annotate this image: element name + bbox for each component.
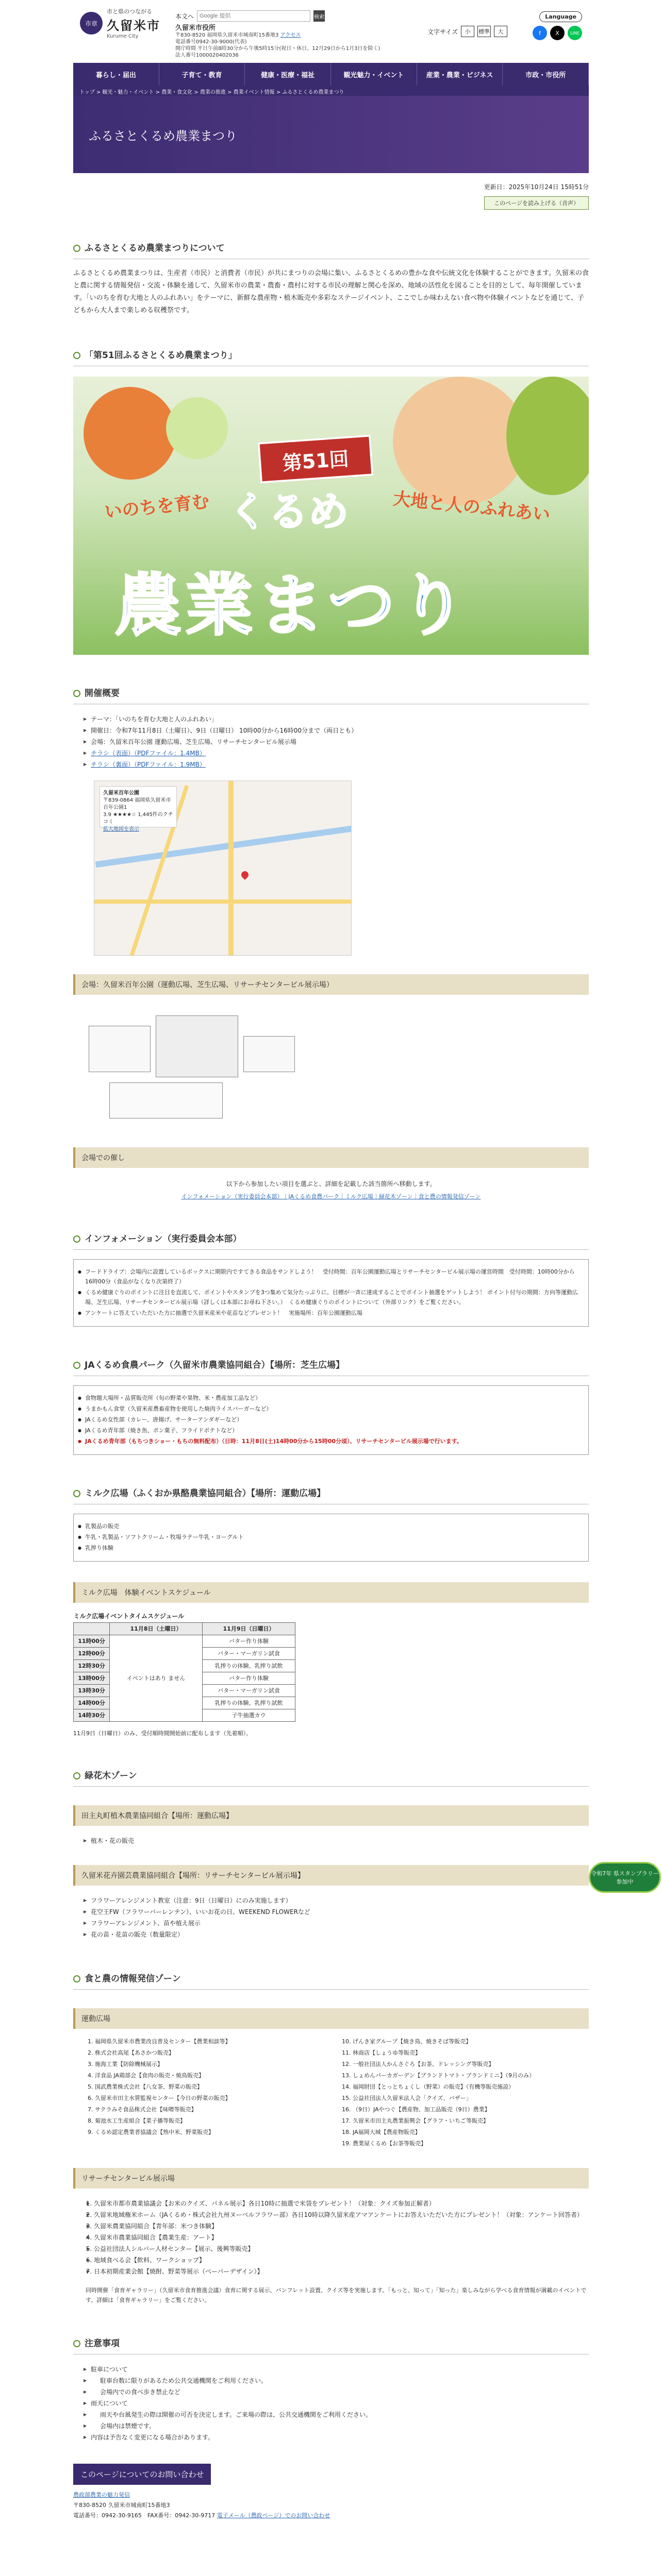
- poster-title: 農業まつり: [114, 566, 471, 645]
- access-link[interactable]: アクセス: [280, 32, 301, 38]
- kyu-item: ▶ フラワーアレンジメント教室（注意：9日（日曜日）にのみ実施します）: [91, 1895, 589, 1906]
- rice-graphic: [506, 377, 589, 495]
- kyu-list: [73, 1895, 589, 1940]
- text-size-large-button[interactable]: 大: [494, 26, 507, 37]
- sun-cell: バター作り体験: [203, 1635, 295, 1647]
- about-text: ふるさとくるめ農業まつりは、生産者（市民）と消費者（市民）が共にまつりの会場に集い、ふるさとくるめの豊かな食や伝統文化を体験することができます。久留米の食と農に関する情報発信・交流・体験を通して、久留米市の農業・農畜・農村に対する市民の理解と関心を深め、地域の活性化を図ることを目的として、毎年開催しています。「いのちを育む大地と人のふれあい」をテーマに、新鮮な農産物・植木販売や多彩なステージイベント、ここでしか味わえない食べ物や体験イベントなどを通じて、子どもから大人まで楽しめる収穫祭です。: [73, 269, 589, 314]
- caution-item: ▶ 会場内での食べ歩き禁止など: [91, 2386, 589, 2398]
- schedule-heading: ミルク広場 体験イベントスケジュール: [73, 1582, 589, 1603]
- list-item: 12. 一般社団法人かんさぐろ【お茶、ドレッシング等販売】: [353, 2059, 589, 2070]
- map-place-address: 〒839-0864 福岡県久留米市百年公園1: [103, 798, 171, 810]
- list-item: 6. 久留米市田主水質監視センター【今日の野菜の販売】: [95, 2093, 331, 2104]
- facebook-icon[interactable]: f: [533, 26, 547, 40]
- poster-name: くるめ: [228, 489, 349, 535]
- embedded-google-map[interactable]: [94, 781, 352, 956]
- kyu-item: ▶ フラワーアレンジメント、苗や植え展示: [91, 1918, 589, 1929]
- list-item: 8. 菊池水工生産組合【菜子播等販売】: [95, 2115, 331, 2127]
- list-item: 7. サクラみそ食品株式会社【味噌等販売】: [95, 2104, 331, 2115]
- contact-heading: このページについてのお問い合わせ: [73, 2464, 211, 2485]
- skip-link[interactable]: 本文へ: [175, 12, 194, 20]
- nav-item-tourism[interactable]: 観光魅力・イベント: [331, 63, 417, 86]
- green-item: ▶ 植木・花の販売: [91, 1835, 589, 1846]
- site-header: [0, 0, 662, 63]
- nav-item-child[interactable]: 子育て・教育: [159, 63, 245, 86]
- ja-heading: JAくるめ食農パーク（久留米市農業協同組合）【場所：芝生広場】: [73, 1352, 589, 1376]
- venue-layout-map: [78, 1005, 305, 1129]
- milk-heading: ミルク広場（ふくおか県酪農業協同組合）【場所：運動広場】: [73, 1481, 589, 1504]
- sun-cell: バター作り体験: [203, 1672, 295, 1684]
- caution-item: ▶ 内容は予告なく変更になる場合があります。: [91, 2432, 589, 2443]
- schedule-caption: ミルク広場イベントタイムスケジュール: [73, 1613, 185, 1620]
- list-item: ▶ 7. 日本初期産業会館【焼酎、野菜等展示（ベーパーデザイン）】: [94, 2266, 589, 2277]
- corp-number: 法人番号1000020402036: [175, 53, 239, 58]
- caution-item: ▶ 駐車台数に限りがあるため公共交通機関をご利用ください。: [91, 2375, 589, 2386]
- venue-block: [156, 1015, 238, 1077]
- office-name: 久留米市役所: [175, 24, 216, 32]
- green-list: [73, 1835, 589, 1846]
- global-nav: [73, 63, 589, 86]
- venue-block: [243, 1036, 295, 1072]
- map-place-card: [100, 786, 177, 832]
- time-cell: 12時00分: [74, 1647, 110, 1659]
- green-sub-heading: 田主丸町植木農業協同組合【場所：運動広場】: [73, 1805, 589, 1826]
- caution-list: [73, 2364, 589, 2443]
- ja-item: ● JAくるめ女性部（カレー、唐揚げ、サーターアンダギーなど）: [85, 1415, 579, 1425]
- list-item: 15. 公益社団法人久留米法人会「クイズ、バザー」: [353, 2093, 589, 2104]
- persimmon-graphic: [84, 387, 176, 480]
- schedule-table: [73, 1610, 295, 1722]
- venue-block: [109, 1082, 223, 1118]
- poster-sub-left: いのちを育む: [103, 491, 210, 523]
- search-button[interactable]: 検索: [313, 10, 325, 22]
- ja-item-highlight: ● JAくるめ青年部（もちつきショー・もちの無料配布）（日時：11月8日(土)14時00分から15時00分頃）、リサーチセンタービル展示場で行います。: [85, 1436, 579, 1446]
- text-size-label: 文字サイズ: [427, 28, 458, 36]
- list-item: ▶ 6. 地域食べる会【飲料、ワークショップ】: [94, 2255, 589, 2266]
- poster-sub-right: 大地と人のふれあい: [392, 488, 551, 526]
- page-title: ふるさとくるめ農業まつり: [89, 128, 237, 143]
- contact-address: 〒830-8520 久留米市城南町15番地3: [73, 2501, 170, 2509]
- nav-item-industry[interactable]: 産業・農業・ビジネス: [417, 63, 503, 86]
- contact-info: [73, 2490, 589, 2521]
- map-road: [94, 900, 352, 904]
- list-item: 17. 久留米市田主丸農業振興会【グラフ・いちご等販売】: [353, 2115, 589, 2127]
- events-lead: 以下から参加したい項目を選ぶと、詳細を記載した該当箇所へ移動します。: [226, 1180, 436, 1188]
- info-heading: インフォメーション（実行委員会本部）: [73, 1226, 589, 1250]
- list-item: 1. 福岡県久留米市農業改良普及センター【農業相談等】: [95, 2036, 331, 2047]
- time-cell: 12時30分: [74, 1659, 110, 1672]
- caution-item: ▶ 駐車について: [91, 2364, 589, 2375]
- milk-item: ● 乳搾り体験: [85, 1543, 579, 1553]
- milk-item: ● 乳製品の販売: [85, 1521, 579, 1531]
- sun-cell: 子牛抽選カウ: [203, 1709, 295, 1721]
- cabbage-graphic: [166, 397, 228, 459]
- list-item: 3. 施海工業【防除機械展示】: [95, 2059, 331, 2070]
- map-place-rating: 3.9 ★★★★☆ 1,445件のクチコミ: [103, 812, 173, 825]
- city-emblem-icon: 市章: [80, 12, 103, 35]
- sports-list-right: [331, 2036, 589, 2149]
- research-list: [73, 2198, 589, 2277]
- office-address: 〒830-8520 福岡県久留米市城南町15番地3: [175, 32, 280, 38]
- info-item: ● アンケートに答えていただいた方に抽選で久留米産米や花苗などプレゼント！ 実施場所：百年公園運動広場: [85, 1308, 579, 1318]
- sun-cell: 乳搾りの体験、乳搾り試飲: [203, 1697, 295, 1709]
- schedule-head: 11月8日（土曜日）: [110, 1622, 203, 1635]
- list-item: 5. 国武農業株式会社【八女茶、野菜の販売】: [95, 2081, 331, 2093]
- ja-item: ● 食物題大場所・品質販売所（旬の野菜や果物、米・農産加工品など）: [85, 1393, 579, 1403]
- list-item: 19. 農業屋くるめ【お茶等販売】: [353, 2138, 589, 2149]
- list-item: 10. げんき家グループ【焼き鳥、焼きそば等販売】: [353, 2036, 589, 2047]
- list-item: 2. 株式会社高尾【あさかつ販売】: [95, 2047, 331, 2059]
- map-place-name: 久留米百年公園: [103, 790, 139, 796]
- list-item: 4. 洋食品 JA鶏部会【食肉の販売・焼鳥販売】: [95, 2070, 331, 2081]
- x-icon[interactable]: X: [550, 26, 565, 40]
- list-item: 16. （9日）JAやつぐ【農産物、加工品販売（9日）農業】: [353, 2104, 589, 2115]
- list-item: ▶ 4. 久留米市農業協同組合【農業生産：アート】: [94, 2232, 589, 2243]
- list-item: 13. しょめんパーカガーデン【ブランドトマト・ブランドミニ】（9月のみ）: [353, 2070, 589, 2081]
- map-road: [228, 781, 234, 956]
- kyu-heading: 久留米花卉園芸農業協同組合【場所：リサーチセンタービル展示場】: [73, 1865, 589, 1886]
- time-cell: 13時00分: [74, 1672, 110, 1684]
- time-cell: 14時30分: [74, 1709, 110, 1721]
- ja-list: [73, 1385, 589, 1455]
- ja-item: ● JAくるめ青年部（焼き魚、ポン菓子、フライドポテトなど）: [85, 1426, 579, 1435]
- search-bar: [175, 10, 325, 22]
- caution-item: ▶ 会場内は禁煙です。: [91, 2420, 589, 2432]
- research-heading: リサーチセンタービル展示場: [73, 2168, 589, 2189]
- city-logo[interactable]: [80, 7, 160, 39]
- office-hours: 開庁時間 平日午前8時30分から午後5時15分(祝日・休日、12月29日から1月3日を除く): [175, 46, 380, 52]
- contact-mail-link[interactable]: 電子メール（農政ページ）でのお問い合わせ: [217, 2512, 330, 2519]
- contact-dept-link[interactable]: 農政部農業の魅力発信: [73, 2491, 130, 2498]
- sns-links: [533, 26, 582, 40]
- map-pin-icon[interactable]: [240, 870, 250, 880]
- sports-heading: 運動広場: [73, 2008, 589, 2029]
- updated-date: 更新日：2025年10月24日 15時51分: [484, 183, 589, 191]
- list-item: 18. JA福岡大城【農産物販売】: [353, 2127, 589, 2138]
- sun-cell: 乳搾りの体験、乳搾り試飲: [203, 1659, 295, 1672]
- city-tagline: 市と県のつながる: [107, 8, 152, 15]
- caution-item: ▶ 雨天について: [91, 2398, 589, 2409]
- breadcrumb[interactable]: トップ > 観光・魅力・イベント > 農業・食文化 > 農業の推進 > 農業イベント情報 > ふるさとくるめ農業まつり: [73, 86, 589, 96]
- language-button[interactable]: Language: [539, 11, 582, 22]
- table-row: [74, 1635, 295, 1647]
- event-poster: [73, 377, 589, 655]
- list-item: 9. くるめ認定農業者協議会【熟中米、野菜販売】: [95, 2127, 331, 2138]
- caution-heading: 注意事項: [73, 2331, 589, 2354]
- kyu-item: ▶ 花空王FW（フラワーバーレンテン）、いいお花の日、WEEKEND FLOWERなど: [91, 1906, 589, 1918]
- site-search-input[interactable]: [197, 10, 310, 22]
- overview-list: [73, 714, 589, 770]
- office-info: [175, 25, 392, 59]
- flyer-front-link[interactable]: チラシ（表面）（PDFファイル：1.4MB）: [91, 750, 206, 757]
- city-name-en: Kurume City: [107, 33, 139, 39]
- poster-edition-badge: 第51回: [257, 434, 373, 483]
- kyu-item: ▶ 花の苗・花苗の販売（数量限定）: [91, 1929, 589, 1940]
- caution-item: ▶ 雨天や台風発生の際は開催の可否を決定します。ご来場の際は、公共交通機関をご利用ください。: [91, 2409, 589, 2420]
- flyer-back-link[interactable]: チラシ（裏面）（PDFファイル：1.9MB）: [91, 761, 206, 768]
- city-name: 久留米市: [107, 19, 160, 33]
- section-about-heading: ふるさとくるめ農業まつりについて: [73, 235, 589, 259]
- nav-item-city-hall[interactable]: 市政・市役所: [503, 63, 589, 86]
- research-note: 同時開催「食育ギャラリー」（久留米市食育推進会議）食育に関する展示、バンフレット設置、クイズ等を実施します。「もっと、知って」「知った」楽しみながら学べる食育情報が満載のイベントです。詳細は「食育ギャラリー」をご覧ください。: [86, 2286, 587, 2303]
- list-item: ▶ 1. 久留米市都市農業協議会【お米のクイズ、パネル展示】各日10時に抽選で米袋をプレゼント！（対象：クイズ参加正解者）: [94, 2198, 589, 2209]
- schedule-note: 11月9日（日曜日）のみ、受付順時間開始前に配布します（先着順）。: [73, 1730, 252, 1737]
- nav-item-life[interactable]: 暮らし・届出: [73, 63, 159, 86]
- office-tel: 電話番号0942-30-9000(代表): [175, 39, 247, 45]
- venue-heading: 会場：久留米百年公園（運動広場、芝生広場、リサーチセンタービル展示場）: [73, 974, 589, 995]
- nav-item-health[interactable]: 健康・医療・福祉: [245, 63, 331, 86]
- milk-list: [73, 1514, 589, 1562]
- contact-tel: 電話番号：0942-30-9165 FAX番号：0942-30-9717: [73, 2512, 216, 2519]
- map-enlarge-link[interactable]: 拡大地図を表示: [103, 826, 139, 832]
- overview-venue: ▶ 会場：久留米百年公園 運動広場、芝生広場、リサーチセンタービル展示場: [91, 736, 589, 748]
- sports-list: [73, 2036, 589, 2149]
- main-content: [73, 182, 659, 2521]
- line-icon[interactable]: LINE: [568, 26, 582, 40]
- list-item: 14. 福岡財団【とっとちょくし（野菜）の販売】（有機等販売施設）: [353, 2081, 589, 2093]
- events-heading: 会場での催し: [73, 1147, 589, 1168]
- sun-cell: バター・マーガリン試食: [203, 1684, 295, 1697]
- ja-item: ● うまかもん食堂（久留米産農畜産物を使用した焼肉ライスバーガーなど）: [85, 1404, 579, 1414]
- page-title-bar: [73, 96, 589, 173]
- green-heading: 緑花木ゾーン: [73, 1763, 589, 1787]
- text-size-standard-button[interactable]: 標準: [477, 26, 491, 37]
- overview-theme: ▶ テーマ：「いのちを育む大地と人のふれあい」: [91, 714, 589, 725]
- overview-date: ▶ 開催日：令和7年11月8日（土曜日）、9日（日曜日） 10時00分から16時00分まで（両日とも）: [91, 725, 589, 736]
- schedule-head: [74, 1622, 110, 1635]
- list-item: ▶ 2. 久留米地域権米ホーム（JAくるめ・株式会社九州ヌーベルフラワー部）各日10時以降久留米産アマアンケートにお答えいただいた方にプレゼント！（対象：アンケート回答者）: [94, 2209, 589, 2221]
- section-event51-heading: 「第51回ふるさとくるめ農業まつり」: [73, 343, 589, 366]
- sun-cell: バター・マーガリン試食: [203, 1647, 295, 1659]
- section-overview-heading: 開催概要: [73, 681, 589, 704]
- info-item: ● くるめ健康ぐりのポイントに注目を直流して、ポイントやスタンプを3つ集めて気分たっぷりに。目標が一斉に達成することでポイント抽選をゲットしよう！ ポイント付与の期間：方向等運動広場、芝生広場、リサーチセンタービル展示場（詳しくは本部にお尋ね下さい。） くるめ健康ぐりのポイントについて（外部リンク）をご覧ください。: [85, 1287, 579, 1307]
- list-item: 11. 林商店【しょうゆ等販売】: [353, 2047, 589, 2059]
- language-area: [539, 11, 582, 22]
- time-cell: 14時00分: [74, 1697, 110, 1709]
- sat-cell: イベントはあり ません: [110, 1635, 203, 1721]
- info-item: ● フードドライブ：会場内に設置しているボックスに期限内ですてきる食品をサンドしよう！ 受付時間：百年公園運動広場とリサーチセンタービル展示場の運営時間 受付時間：10時00分から16時00分（食品がなくなり次第終了）: [85, 1267, 579, 1286]
- sports-list-left: [73, 2036, 331, 2149]
- text-size-switcher: [427, 26, 507, 37]
- stamp-rally-badge[interactable]: 令和7年 県スタンプラリー参加中: [589, 1862, 661, 1893]
- list-item: ▶ 5. 公益社団法人シルバー人材センター【展示、後興等販売】: [94, 2243, 589, 2255]
- schedule-head: 11月9日（日曜日）: [203, 1622, 295, 1635]
- milk-item: ● 牛乳・乳製品・ソフトクリーム・牧場ラテー牛乳・ヨーグルト: [85, 1532, 579, 1542]
- read-aloud-button[interactable]: このページを読み上げる（音声）: [484, 196, 589, 210]
- time-cell: 13時30分: [74, 1684, 110, 1697]
- text-size-small-button[interactable]: 小: [461, 26, 474, 37]
- venue-block: [89, 1026, 151, 1072]
- events-anchor-links[interactable]: インフォメーション（実行委員会本部）｜JAくるめ食農パーク｜ミルク広場｜緑花木ゾーン｜食と農の情報発信ゾーン: [181, 1193, 481, 1200]
- food-heading: 食と農の情報発信ゾーン: [73, 1966, 589, 1990]
- info-list: [73, 1259, 589, 1327]
- time-cell: 11時00分: [74, 1635, 110, 1647]
- list-item: ▶ 3. 久留米農業協同組合【青年部：米つき体験】: [94, 2221, 589, 2232]
